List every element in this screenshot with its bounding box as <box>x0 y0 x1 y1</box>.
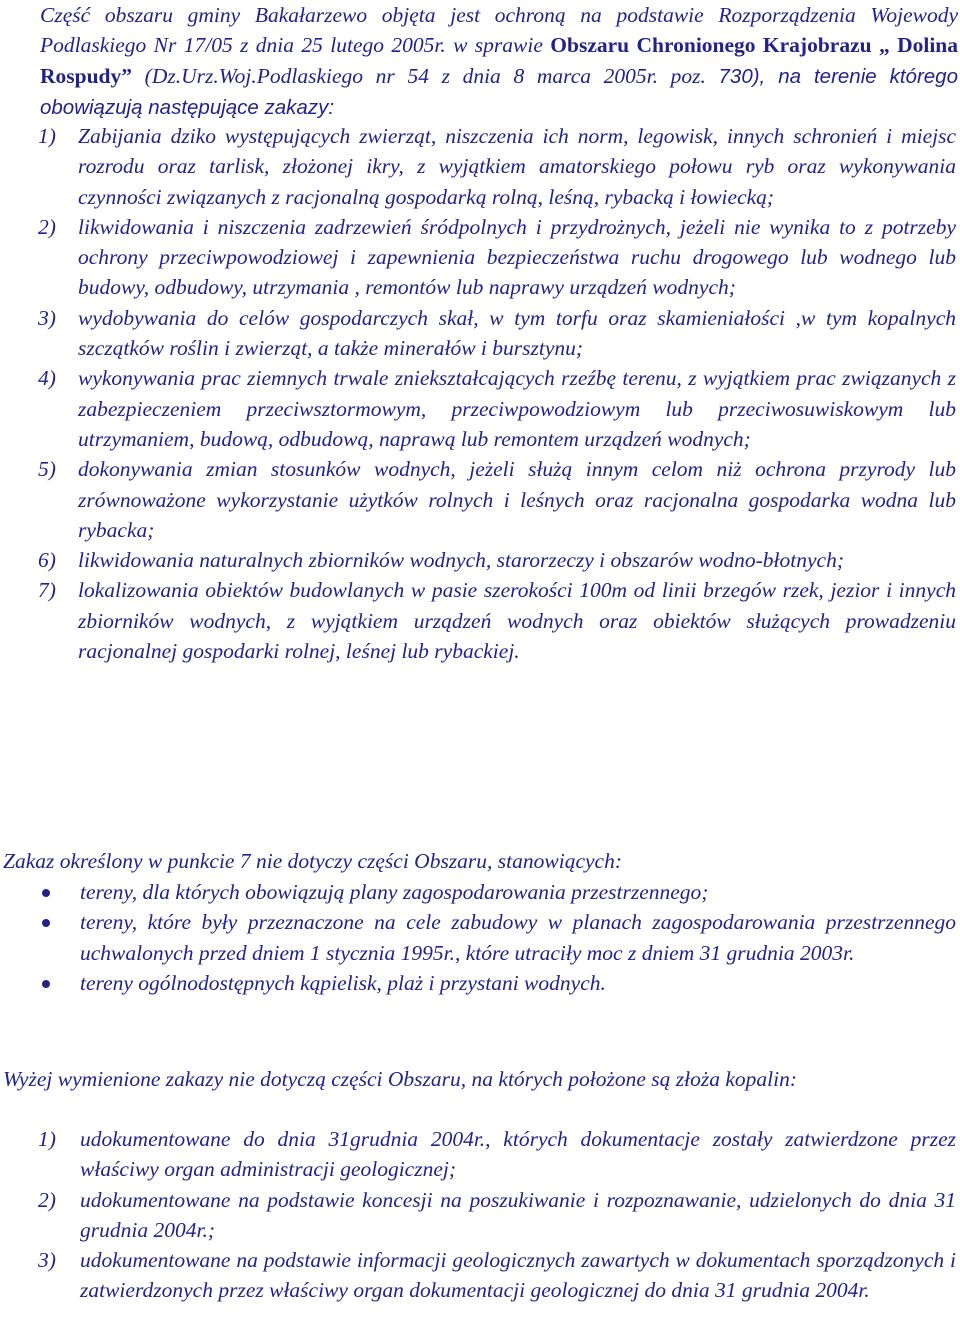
list-item <box>38 454 956 545</box>
zakaz7-exceptions-list <box>38 877 956 998</box>
intro-text-part2: (Dz.Urz.Woj.Podlaskiego nr 54 z dnia 8 marca 2005r. poz. <box>132 63 719 88</box>
kopaliny-list <box>38 1124 956 1306</box>
intro-text-part3: 730), na terenie którego obowiązują następujące zakazy: <box>40 64 958 119</box>
item-number: 1) <box>38 1127 56 1151</box>
item-number: 3) <box>38 1248 56 1273</box>
item-text: wykonywania prac ziemnych trwale zniekształcających rzeźbę terenu, z wyjątkiem prac związanych z zabezpieczeniem przeciwsztormowym, przeciwpowodziowym lub przeciwosuwiskowym lub utrzymaniem, budową, odbudową, naprawą lub remontem urządzeń wodnych; <box>78 366 956 451</box>
list-item <box>38 575 956 666</box>
bullet-text: tereny, które były przeznaczone na cele zabudowy w planach zagospodarowania przestrzennego uchwalonych przed dniem 1 stycznia 1995r., które utraciły moc z dniem 31 grudnia 2003r. <box>80 910 956 965</box>
bullet-text: tereny ogólnodostępnych kąpielisk, plaż i przystani wodnych. <box>80 970 606 995</box>
item-text: lokalizowania obiektów budowlanych w pasie szerokości 100m od linii brzegów rzek, jezior i innych zbiorników wodnych, z wyjątkiem urządzeń wodnych oraz obiektów służących prowadzeniu racjonalnej gospodarki rolnej, leśnej lub rybackiej. <box>78 578 956 664</box>
intro-paragraph <box>40 0 958 123</box>
item-number: 6) <box>38 548 56 573</box>
item-number: 1) <box>38 124 56 148</box>
zakaz7-heading: Zakaz określony w punkcie 7 nie dotyczy części Obszaru, stanowiących: <box>3 849 622 873</box>
bullet-text: tereny, dla których obowiązują plany zagospodarowania przestrzennego; <box>80 880 709 904</box>
bullet-item <box>38 877 956 907</box>
list-item <box>38 1124 956 1185</box>
item-text: wydobywania do celów gospodarczych skał, w tym torfu oraz skamieniałości ,w tym kopalnych szczątków roślin i zwierząt, a także minerałów i bursztynu; <box>78 305 956 361</box>
item-number: 2) <box>38 214 56 239</box>
intro-area-name: Obszaru Chronionego Krajobrazu „ Dolina Rospudy” <box>40 33 958 88</box>
list-item <box>38 303 956 364</box>
bullet-icon <box>42 980 50 988</box>
item-number: 2) <box>38 1187 56 1212</box>
item-number: 5) <box>38 457 56 482</box>
list-item <box>38 1245 956 1306</box>
list-item <box>38 121 956 212</box>
list-item <box>38 1185 956 1246</box>
item-number: 7) <box>38 578 56 603</box>
intro-text-part1: Część obszaru gminy Bakałarzewo objęta jest ochroną na podstawie Rozporządzenia Wojewody Podlaskiego Nr 17/05 z dnia 25 lutego 2005r. w sprawie <box>40 3 958 58</box>
bullet-item <box>38 907 956 968</box>
item-text: likwidowania i niszczenia zadrzewień śródpolnych i przydrożnych, jeżeli nie wynika to z potrzeby ochrony przeciwpowodziowej i zapewnienia bezpieczeństwa ruchu drogowego lub wodnego lub budowy, odbudowy, utrzymania , remontów lub naprawy urządzeń wodnych; <box>78 214 956 300</box>
item-text: likwidowania naturalnych zbiorników wodnych, starorzeczy i obszarów wodno-błotnych; <box>78 548 845 573</box>
list-item <box>38 212 956 303</box>
item-text: dokonywania zmian stosunków wodnych, jeżeli służą innym celom niż ochrona przyrody lub zrównoważone wykorzystanie użytków rolnych i leśnych oraz racjonalna gospodarka wodna lub rybacka; <box>78 457 956 542</box>
list-item <box>38 363 956 454</box>
item-text: udokumentowane do dnia 31grudnia 2004r., których dokumentacje zostały zatwierdzone przez właściwy organ administracji geologicznej; <box>80 1127 956 1182</box>
zakazy-list <box>38 121 956 666</box>
item-number: 4) <box>38 366 56 391</box>
item-number: 3) <box>38 305 56 330</box>
item-text: udokumentowane na podstawie koncesji na poszukiwanie i rozpoznawanie, udzielonych do dnia 31 grudnia 2004r.; <box>80 1187 956 1242</box>
list-item <box>38 545 956 575</box>
bullet-item <box>38 968 956 998</box>
kopaliny-heading: Wyżej wymienione zakazy nie dotyczą części Obszaru, na których położone są złoża kopalin: <box>3 1067 797 1091</box>
bullet-icon <box>42 889 50 897</box>
bullet-icon <box>42 919 50 927</box>
item-text: Zabijania dziko występujących zwierząt, niszczenia ich norm, legowisk, innych schronień i miejsc rozrodu oraz tarlisk, złożonej ikry, z wyjątkiem amatorskiego połowu ryb oraz wykonywania czynności związanych z racjonalną gospodarką rolną, leśną, rybacką i łowiecką; <box>78 124 956 209</box>
item-text: udokumentowane na podstawie informacji geologicznych zawartych w dokumentach sporządzonych i zatwierdzonych przez właściwy organ dokumentacji geologicznej do dnia 31 grudnia 2004r. <box>80 1248 956 1303</box>
